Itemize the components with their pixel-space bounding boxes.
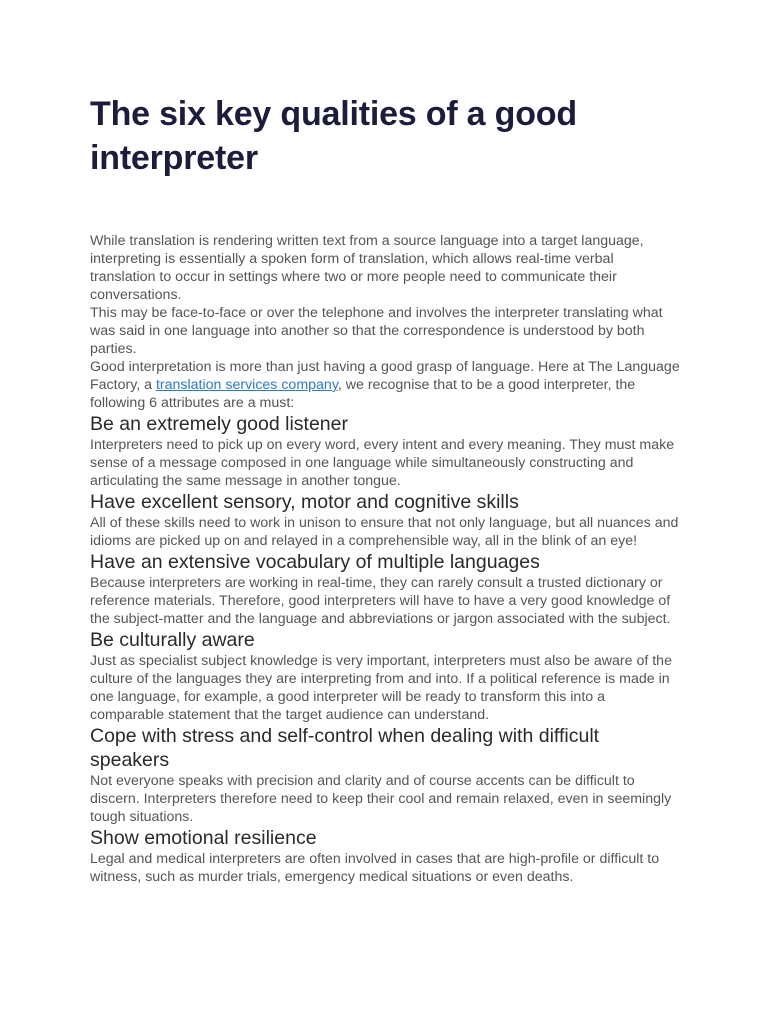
section-body: Because interpreters are working in real-time, they can rarely consult a trusted dictionary or reference materials. Therefore, good interpreters will have to have a very good knowledge of the subject-matter and the language and abbreviations or jargon associated with the subject. xyxy=(90,575,671,627)
section-skills xyxy=(90,490,680,550)
intro-paragraph-2: This may be face-to-face or over the telephone and involves the interpreter translating what was said in one language into another so that the correspondence is understood by both parties. xyxy=(90,305,663,357)
section-heading: Show emotional resilience xyxy=(90,827,317,849)
page-title: The six key qualities of a good interpreter xyxy=(90,95,577,177)
section-cultural xyxy=(90,628,680,724)
intro-paragraph-3-end: , we recognise that to be a good interpreter, the following 6 attributes are a must: xyxy=(90,377,636,411)
section-vocabulary xyxy=(90,550,680,628)
section-stress xyxy=(90,724,680,826)
section-body: Not everyone speaks with precision and clarity and of course accents can be difficult to discern. Interpreters therefore need to keep their cool and remain relaxed, even in seemingly tough situations. xyxy=(90,773,672,825)
intro-paragraph-3-start: Good interpretation is more than just having a good grasp of language. Here at The Language Factory, a xyxy=(90,359,680,393)
intro-paragraph-1: While translation is rendering written text from a source language into a target language, interpreting is essentially a spoken form of translation, which allows real-time verbal translation to occur in settings where two or more people need to communicate their conversations. xyxy=(90,233,644,303)
section-resilience xyxy=(90,826,680,886)
intro xyxy=(90,232,680,412)
section-listener xyxy=(90,412,680,490)
section-heading: Have an extensive vocabulary of multiple languages xyxy=(90,551,540,573)
section-heading: Have excellent sensory, motor and cognitive skills xyxy=(90,491,519,513)
section-body: Interpreters need to pick up on every word, every intent and every meaning. They must make sense of a message composed in one language while simultaneously constructing and articulating the same message in another tongue. xyxy=(90,437,675,489)
section-body: Just as specialist subject knowledge is very important, interpreters must also be aware of the culture of the languages they are interpreting from and into. If a political reference is made in one language, for example, a good interpreter will be ready to transform this into a comparable statement that the target audience can understand. xyxy=(90,653,672,723)
intro-paragraph-3 xyxy=(90,358,680,412)
translation-services-link[interactable]: translation services company xyxy=(155,377,338,393)
section-body: All of these skills need to work in unison to ensure that not only language, but all nuances and idioms are picked up on and relayed in a comprehensible way, all in the blink of an eye! xyxy=(90,515,679,549)
section-heading: Cope with stress and self-control when dealing with difficult speakers xyxy=(90,725,600,771)
section-heading: Be an extremely good listener xyxy=(90,413,348,435)
section-body: Legal and medical interpreters are often involved in cases that are high-profile or difficult to witness, such as murder trials, emergency medical situations or even deaths. xyxy=(90,851,660,885)
section-heading: Be culturally aware xyxy=(90,629,255,651)
document-page xyxy=(90,92,680,886)
